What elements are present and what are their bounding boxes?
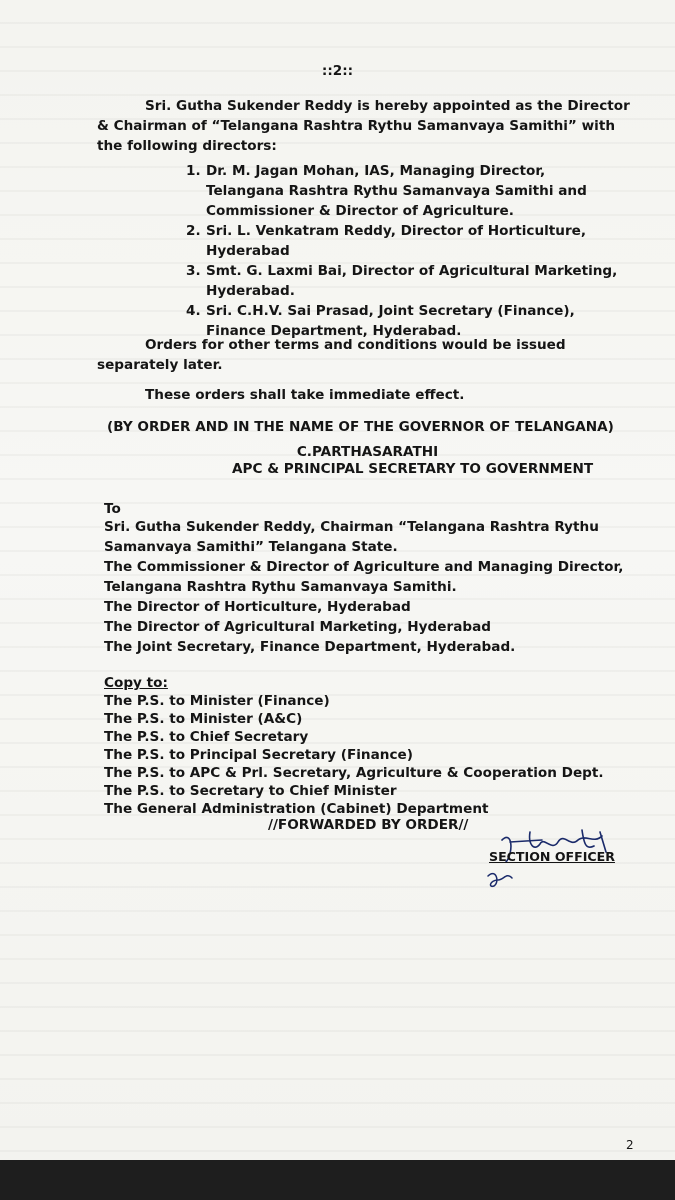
director-number: 4.	[186, 303, 201, 319]
copy-line: The P.S. to Minister (A&C)	[104, 711, 303, 727]
to-line: Telangana Rashtra Rythu Samanvaya Samithi.	[104, 579, 457, 595]
intro-line-3: the following directors:	[97, 138, 277, 154]
copy-line: The P.S. to Minister (Finance)	[104, 693, 330, 709]
by-order-line: (BY ORDER AND IN THE NAME OF THE GOVERNOR OF TELANGANA)	[107, 419, 614, 435]
section-officer-label: SECTION OFFICER	[489, 849, 615, 864]
copy-line: The P.S. to Secretary to Chief Minister	[104, 783, 397, 799]
to-line: The Director of Agricultural Marketing, Hyderabad	[104, 619, 492, 635]
to-line: The Joint Secretary, Finance Department, Hyderabad.	[104, 639, 516, 655]
director-1-line-3: Commissioner & Director of Agriculture.	[206, 203, 514, 219]
intro-line-1: Sri. Gutha Sukender Reddy is hereby appointed as the Director	[145, 98, 630, 114]
signatory-title: APC & PRINCIPAL SECRETARY TO GOVERNMENT	[232, 461, 594, 477]
director-3-line-1: Smt. G. Laxmi Bai, Director of Agricultural Marketing,	[206, 263, 618, 279]
copy-line: The P.S. to Principal Secretary (Finance)	[104, 747, 413, 763]
director-1-line-1: Dr. M. Jagan Mohan, IAS, Managing Director,	[206, 163, 546, 179]
signatory-name: C.PARTHASARATHI	[296, 444, 439, 460]
to-line: Samanvaya Samithi” Telangana State.	[104, 539, 398, 555]
director-4-line-1: Sri. C.H.V. Sai Prasad, Joint Secretary (Finance),	[206, 303, 575, 319]
to-line: The Director of Horticulture, Hyderabad	[104, 599, 411, 615]
copy-line: The P.S. to Chief Secretary	[104, 729, 309, 745]
page-number: 2	[626, 1138, 634, 1152]
orders-note-line-1: Orders for other terms and conditions would be issued	[145, 337, 566, 353]
to-label: To	[104, 501, 121, 517]
director-3-line-2: Hyderabad.	[206, 283, 295, 299]
director-4-line-2: Finance Department, Hyderabad.	[206, 323, 462, 339]
director-number: 3.	[186, 263, 201, 279]
forwarded-by-order: //FORWARDED BY ORDER//	[268, 817, 469, 833]
effect-note: These orders shall take immediate effect.	[145, 387, 465, 403]
to-line: Sri. Gutha Sukender Reddy, Chairman “Telangana Rashtra Rythu	[104, 519, 599, 535]
director-2-line-2: Hyderabad	[206, 243, 290, 259]
director-1-line-2: Telangana Rashtra Rythu Samanvaya Samithi and	[206, 183, 587, 199]
copy-line: The P.S. to APC & Prl. Secretary, Agriculture & Cooperation Dept.	[104, 765, 604, 781]
director-number: 2.	[186, 223, 201, 239]
page-header-number: ::2::	[321, 63, 354, 79]
orders-note-line-2: separately later.	[97, 357, 223, 373]
copy-line: The General Administration (Cabinet) Department	[104, 801, 489, 817]
director-number: 1.	[186, 163, 201, 179]
intro-line-2: & Chairman of “Telangana Rashtra Rythu Samanvaya Samithi” with	[97, 118, 615, 134]
director-2-line-1: Sri. L. Venkatram Reddy, Director of Horticulture,	[206, 223, 587, 239]
copy-to-label: Copy to:	[104, 675, 168, 691]
to-line: The Commissioner & Director of Agriculture and Managing Director,	[104, 559, 624, 575]
bottom-bar	[0, 1160, 675, 1200]
